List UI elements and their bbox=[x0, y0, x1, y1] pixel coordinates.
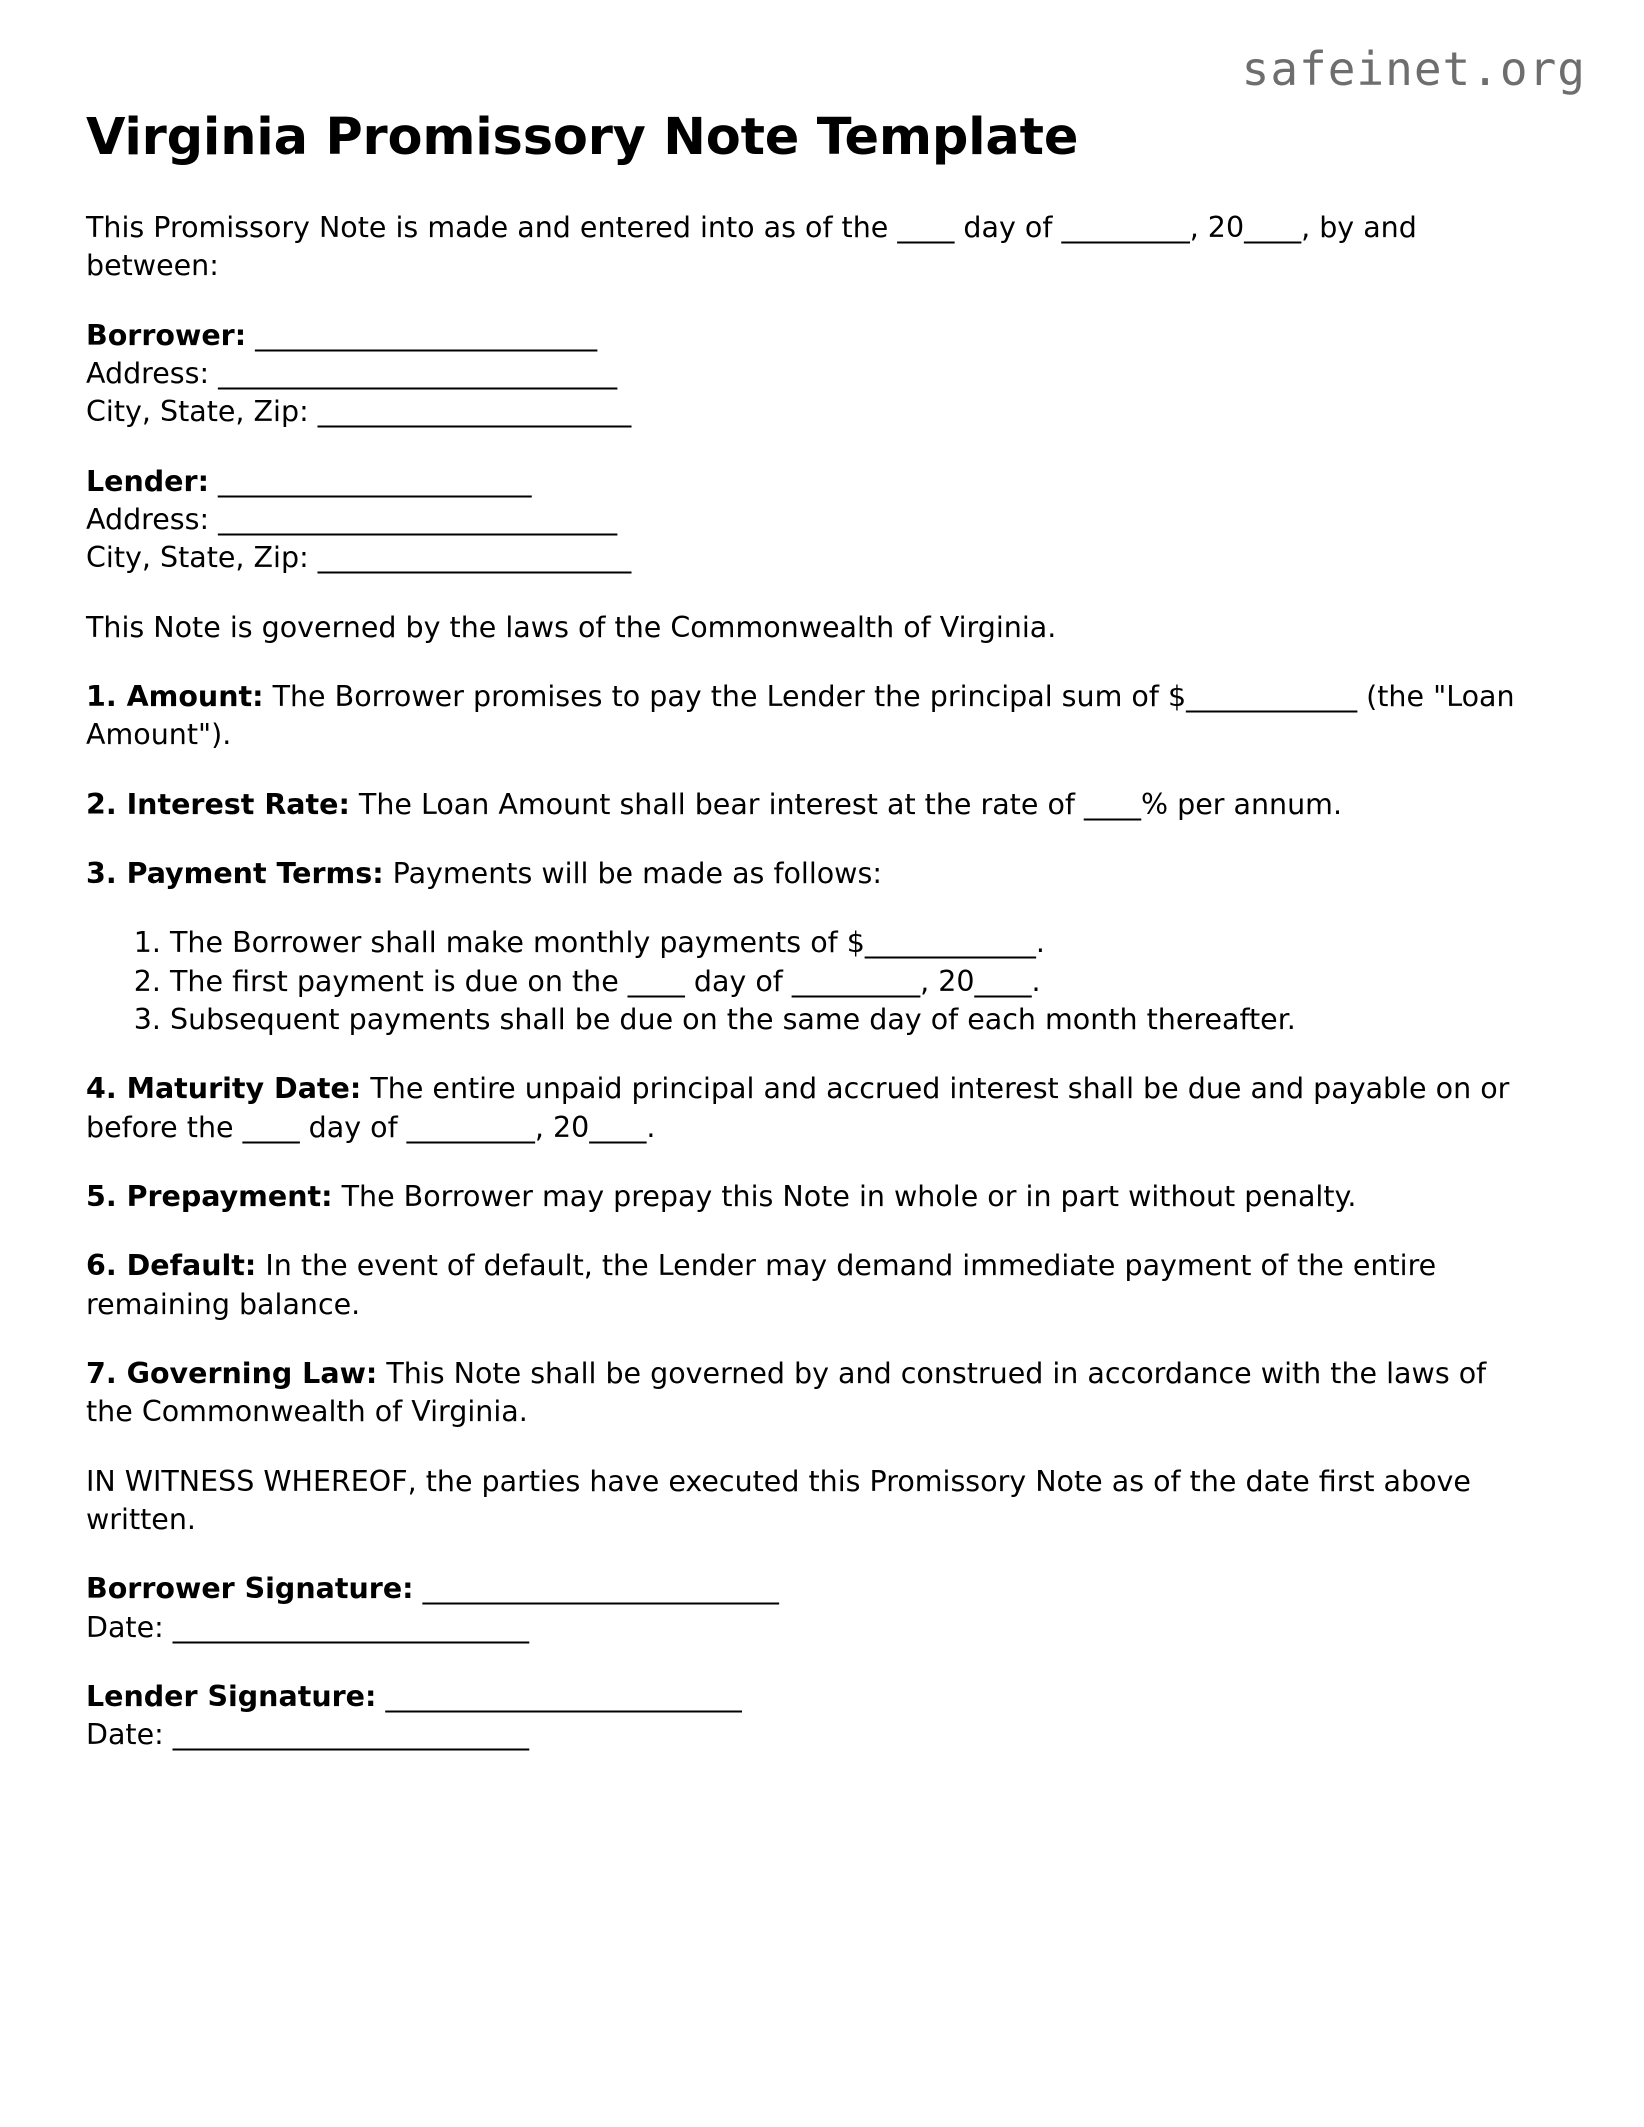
lender-city-row bbox=[86, 539, 1534, 577]
borrower-info-block bbox=[86, 317, 1534, 432]
payment-terms-list bbox=[86, 924, 1534, 1039]
governing-statement: This Note is governed by the laws of the Commonwealth of Virginia. bbox=[86, 610, 1057, 644]
lender-address-blank[interactable]: ____________________________ bbox=[209, 503, 618, 537]
section-governing-law-body: This Note shall be governed by and construed in accordance with the laws of the Commonwealth of Virginia. bbox=[86, 1357, 1487, 1429]
page-title: Virginia Promissory Note Template bbox=[86, 108, 1079, 167]
borrower-signature-label: Borrower Signature: bbox=[86, 1572, 414, 1606]
lender-name-label: Lender: bbox=[86, 464, 209, 498]
borrower-address-row bbox=[86, 355, 1534, 393]
borrower-name-row bbox=[86, 317, 1534, 355]
lender-address-label: Address: bbox=[86, 503, 210, 537]
borrower-date-label: Date: bbox=[86, 1610, 164, 1644]
section-prepayment-heading: 5. Prepayment: bbox=[86, 1180, 333, 1214]
lender-address-row bbox=[86, 501, 1534, 539]
witness-paragraph: IN WITNESS WHEREOF, the parties have executed this Promissory Note as of the date first above written. bbox=[86, 1464, 1471, 1537]
lender-signature-blank[interactable]: _________________________ bbox=[376, 1680, 742, 1714]
list-item: 1. The Borrower shall make monthly payments of $____________. bbox=[170, 924, 1534, 962]
list-item: 2. The first payment is due on the ____ day of _________, 20____. bbox=[170, 963, 1534, 1001]
lender-signature-row bbox=[86, 1678, 1534, 1716]
lender-city-label: City, State, Zip: bbox=[86, 541, 309, 575]
section-default bbox=[86, 1247, 1534, 1324]
borrower-city-row bbox=[86, 393, 1534, 431]
section-amount-heading: 1. Amount: bbox=[86, 680, 264, 714]
section-governing-law-heading: 7. Governing Law: bbox=[86, 1357, 378, 1391]
section-prepayment-body: The Borrower may prepay this Note in whole or in part without penalty. bbox=[332, 1180, 1357, 1214]
section-default-heading: 6. Default: bbox=[86, 1249, 257, 1283]
section-payment-terms-heading: 3. Payment Terms: bbox=[86, 857, 384, 891]
section-maturity-date-body: The entire unpaid principal and accrued interest shall be due and payable on or before the ____ day of _________, 20____. bbox=[86, 1072, 1510, 1144]
section-governing-law bbox=[86, 1355, 1534, 1432]
borrower-signature-block bbox=[86, 1570, 1534, 1647]
borrower-signature-blank[interactable]: _________________________ bbox=[413, 1572, 779, 1606]
lender-date-label: Date: bbox=[86, 1718, 164, 1752]
lender-date-blank[interactable]: _________________________ bbox=[163, 1718, 530, 1752]
lender-signature-label: Lender Signature: bbox=[86, 1680, 377, 1714]
borrower-signature-row bbox=[86, 1570, 1534, 1608]
section-amount bbox=[86, 678, 1534, 755]
lender-info-block bbox=[86, 463, 1534, 578]
lender-date-row bbox=[86, 1716, 1534, 1754]
section-payment-terms bbox=[86, 855, 1534, 893]
borrower-address-blank[interactable]: ____________________________ bbox=[209, 357, 618, 391]
section-default-body: In the event of default, the Lender may demand immediate payment of the entire remaining balance. bbox=[86, 1249, 1437, 1321]
site-watermark: safeinet.org bbox=[1241, 42, 1586, 96]
section-payment-terms-body: Payments will be made as follows: bbox=[383, 857, 882, 891]
borrower-name-blank[interactable]: ________________________ bbox=[246, 318, 598, 352]
borrower-name-label: Borrower: bbox=[86, 318, 247, 352]
document-content bbox=[86, 108, 1534, 1786]
borrower-city-blank[interactable]: ______________________ bbox=[308, 395, 632, 429]
borrower-city-label: City, State, Zip: bbox=[86, 395, 309, 429]
section-maturity-date-heading: 4. Maturity Date: bbox=[86, 1072, 362, 1106]
section-amount-body: The Borrower promises to pay the Lender the principal sum of $____________ (the "Loan Amount"). bbox=[86, 680, 1515, 752]
section-interest-rate bbox=[86, 786, 1534, 824]
list-item: 3. Subsequent payments shall be due on the same day of each month thereafter. bbox=[170, 1001, 1534, 1039]
lender-signature-block bbox=[86, 1678, 1534, 1755]
intro-paragraph: This Promissory Note is made and entered into as of the ____ day of _________, 20____, by and between: bbox=[86, 211, 1417, 283]
section-interest-rate-body: The Loan Amount shall bear interest at the rate of ____% per annum. bbox=[349, 787, 1343, 821]
lender-name-row bbox=[86, 463, 1534, 501]
section-prepayment bbox=[86, 1178, 1534, 1216]
lender-city-blank[interactable]: ______________________ bbox=[308, 541, 632, 575]
borrower-date-row bbox=[86, 1609, 1534, 1647]
borrower-date-blank[interactable]: _________________________ bbox=[163, 1610, 530, 1644]
lender-name-blank[interactable]: ______________________ bbox=[208, 464, 532, 498]
section-maturity-date bbox=[86, 1070, 1534, 1147]
borrower-address-label: Address: bbox=[86, 357, 210, 391]
section-interest-rate-heading: 2. Interest Rate: bbox=[86, 787, 350, 821]
